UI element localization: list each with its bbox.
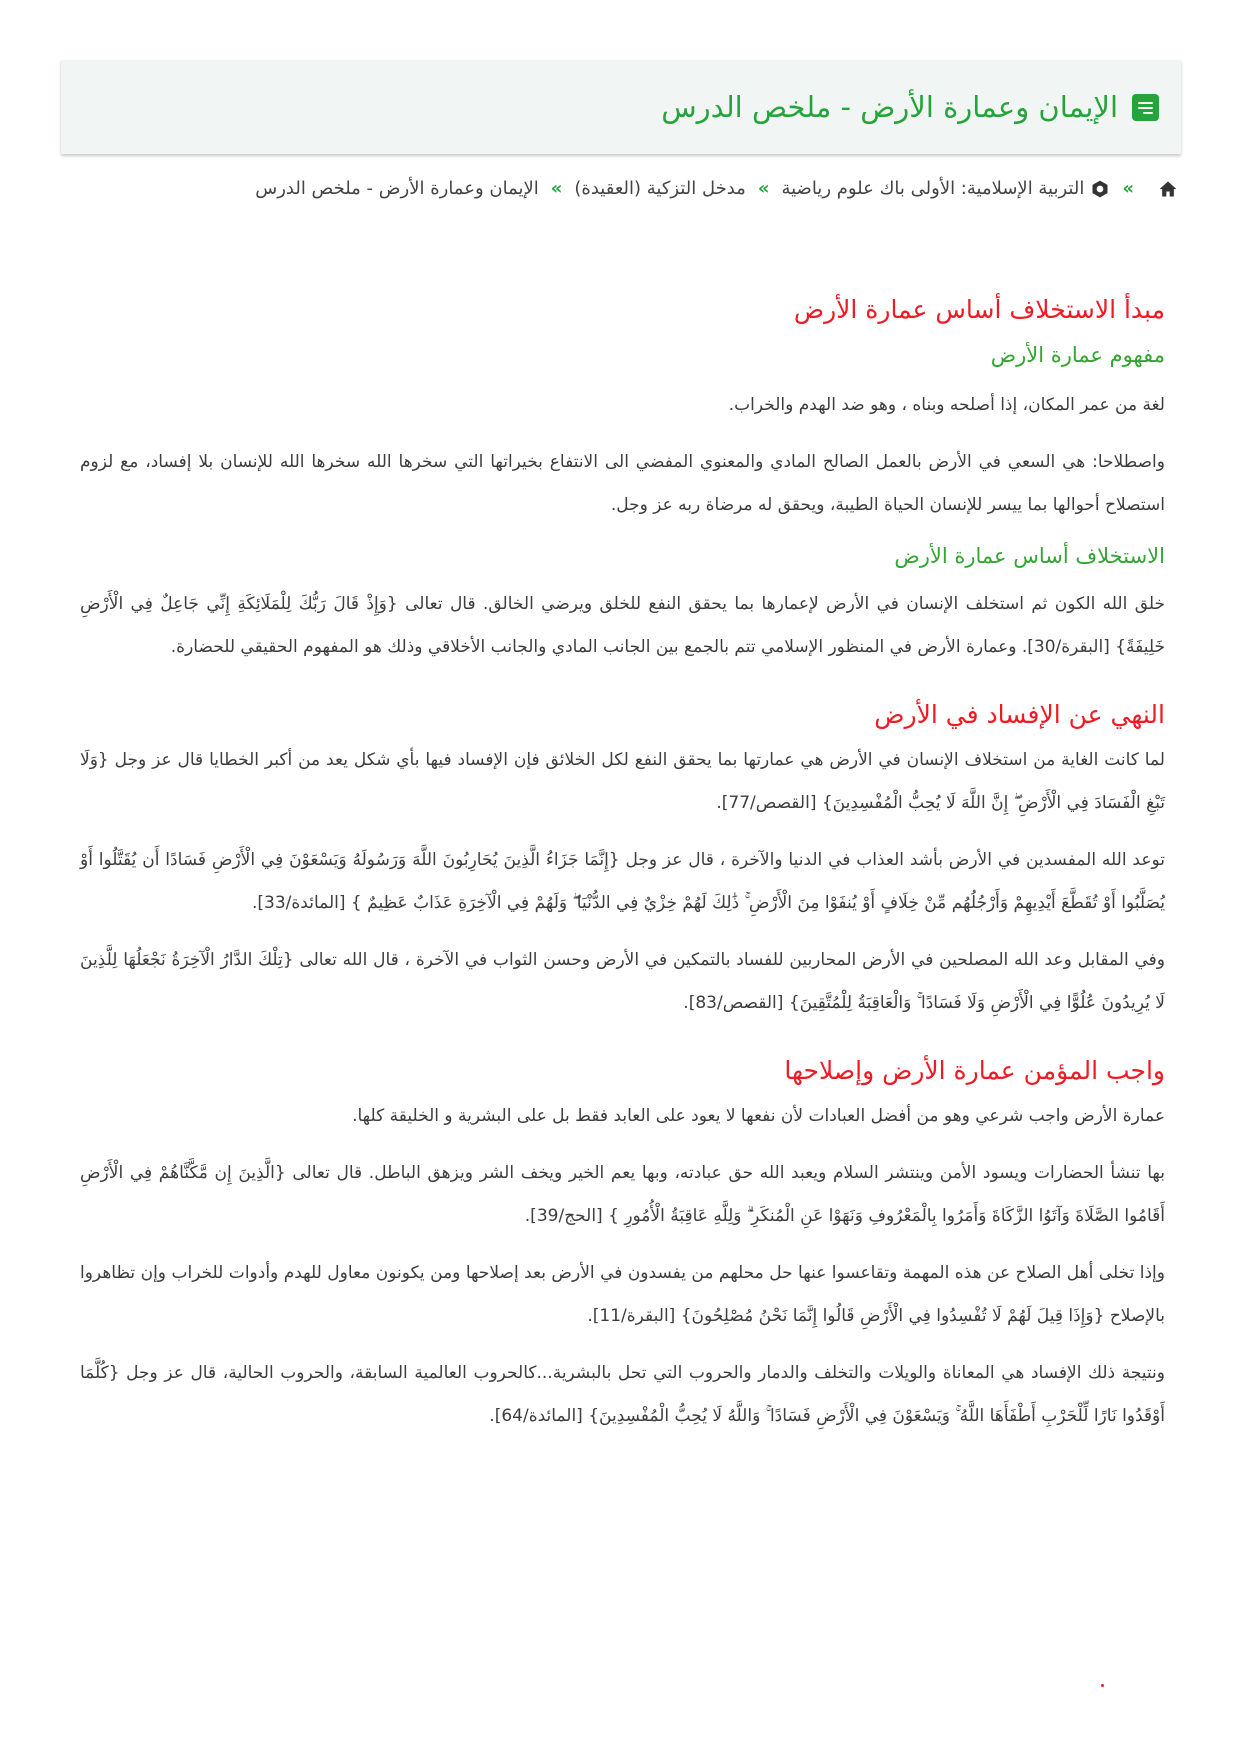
text-run: توعد الله المفسدين في الأرض بأشد العذاب في الدنيا والآخرة ، قال عز وجل {: [608, 850, 1165, 870]
subsection-heading: مفهوم عمارة الأرض: [990, 343, 1165, 367]
paragraph: واصطلاحا: هي السعي في الأرض بالعمل الصالح المادي والمعنوي المفضي الى الانتفاع بخيراتها التي سخرها الله سخرها الله للإنسان بلا إفساد، مع لزوم استصلاح أحوالها بما ييسر للإنسان الحياة الطيبة، ويحقق له مرضاة ربه عز وجل.: [80, 452, 1165, 515]
breadcrumb-separator: »: [1122, 178, 1134, 199]
home-icon[interactable]: [1158, 179, 1178, 199]
text-run: ونتيجة ذلك الإفساد هي المعاناة والويلات والتخلف والدمار والحروب التي تحل بالبشرية...كالحروب العالمية السابقة، والحروب الحالية، قال عز وجل {: [108, 1363, 1165, 1383]
quran-verse: إِنَّمَا جَزَاءُ الَّذِينَ يُحَارِبُونَ اللَّهَ وَرَسُولَهُ وَيَسْعَوْنَ فِي الْأَرْضِ فَسَادًا أَن يُقَتَّلُوا أَوْ يُصَلَّبُوا أَوْ تُقَطَّعَ أَيْدِيهِمْ وَأَرْجُلُهُم مِّنْ خِلَافٍ أَوْ يُنفَوْا مِنَ الْأَرْضِ ۚ ذَٰلِكَ لَهُمْ خِزْيٌ فِي الدُّنْيَا ۖ وَلَهُمْ فِي الْآخِرَةِ عَذَابٌ عَظِيمٌ: [80, 850, 1165, 913]
section-heading: مبدأ الاستخلاف أساس عمارة الأرض: [793, 295, 1165, 324]
paragraph: [80, 839, 1165, 925]
breadcrumb-current: الإيمان وعمارة الأرض - ملخص الدرس: [255, 178, 539, 199]
lesson-content: [80, 290, 1165, 1438]
text-run: وفي المقابل وعد الله المصلحين في الأرض المحاربين للفساد بالتمكين في الأرض وحسن الثواب في الآخرة ، قال الله تعالى {: [282, 950, 1165, 970]
quran-verse: الَّذِينَ إِن مَّكَّنَّاهُمْ فِي الْأَرْضِ أَقَامُوا الصَّلَاةَ وَآتَوُا الزَّكَاةَ وَأَمَرُوا بِالْمَعْرُوفِ وَنَهَوْا عَنِ الْمُنكَرِ ۗ وَلِلَّهِ عَاقِبَةُ الْأُمُورِ: [80, 1163, 1165, 1226]
text-run: لما كانت الغاية من استخلاف الإنسان في الأرض هي عمارتها بما يحقق النفع لكل الخلائق فإن الإفساد فيها بأي شكل يعد من أكبر الخطايا قال عز وجل {: [97, 750, 1165, 770]
paragraph: عمارة الأرض واجب شرعي وهو من أفضل العبادات لأن نفعها لا يعود على العابد فقط بل على البشرية و الخليقة كلها.: [352, 1106, 1165, 1126]
section-heading: النهي عن الإفساد في الأرض: [874, 700, 1165, 729]
paragraph: لغة من عمر المكان، إذا أصلحه وبناه ، وهو ضد الهدم والخراب.: [728, 395, 1165, 415]
page-title: الإيمان وعمارة الأرض - ملخص الدرس: [661, 90, 1118, 124]
paragraph: [80, 1152, 1165, 1238]
decorative-dot: [1101, 1684, 1104, 1687]
breadcrumb-separator: »: [550, 178, 563, 199]
quran-verse: كُلَّمَا أَوْقَدُوا نَارًا لِّلْحَرْبِ أَطْفَأَهَا اللَّهُ ۚ وَيَسْعَوْنَ فِي الْأَرْضِ فَسَادًا ۚ وَاللَّهُ لَا يُحِبُّ الْمُفْسِدِينَ: [80, 1363, 1165, 1426]
section-duty: [80, 1051, 1165, 1438]
page-header: [61, 60, 1181, 154]
document-icon: [1132, 94, 1159, 121]
quran-verse: تِلْكَ الدَّارُ الْآخِرَةُ نَجْعَلُهَا لِلَّذِينَ لَا يُرِيدُونَ عُلُوًّا فِي الْأَرْضِ وَلَا فَسَادًا ۚ وَالْعَاقِبَةُ لِلْمُتَّقِينَ: [80, 950, 1165, 1013]
paragraph: [80, 939, 1165, 1025]
subsection-heading: الاستخلاف أساس عمارة الأرض: [894, 544, 1165, 568]
section-heading: واجب المؤمن عمارة الأرض وإصلاحها: [784, 1056, 1165, 1085]
paragraph: [80, 583, 1165, 669]
quran-verse: وَلَا تَبْغِ الْفَسَادَ فِي الْأَرْضِ ۖ إِنَّ اللَّهَ لَا يُحِبُّ الْمُفْسِدِينَ: [80, 750, 1165, 813]
breadcrumb-link-course[interactable]: التربية الإسلامية: الأولى باك علوم رياضية: [781, 178, 1085, 199]
paragraph: [80, 1252, 1165, 1338]
course-icon: [1090, 179, 1110, 199]
quran-verse: وَإِذَا قِيلَ لَهُمْ لَا تُفْسِدُوا فِي الْأَرْضِ قَالُوا إِنَّمَا نَحْنُ مُصْلِحُونَ: [691, 1306, 1094, 1326]
quran-verse: وَإِذْ قَالَ رَبُّكَ لِلْمَلَائِكَةِ إِنِّي جَاعِلٌ فِي الْأَرْضِ خَلِيفَةً: [80, 594, 1165, 657]
text-run: } [الحج/39].: [524, 1206, 625, 1226]
text-run: خلق الله الكون ثم استخلف الإنسان في الأرض لإعمارها بما يحقق النفع للخلق ويرضي الخالق. قال تعالى {: [386, 594, 1166, 614]
text-run: بها تنشأ الحضارات ويسود الأمن وينتشر السلام ويعبد الله حق عبادته، وبها يعم الخير ويخف الشر ويزهق الباطل. قال تعالى {: [274, 1163, 1165, 1183]
paragraph: [80, 1352, 1165, 1438]
text-run: } [القصص/77].: [716, 793, 833, 813]
section-corruption: [80, 695, 1165, 1025]
text-run: } [المائدة/33].: [251, 893, 368, 913]
text-run: } [البقرة/30]. وعمارة الأرض في المنظور الإسلامي تتم بالجمع بين الجانب المادي والجانب الأخلاقي وذلك هو المفهوم الحقيقي للحضارة.: [170, 637, 1127, 657]
breadcrumb-separator: »: [757, 178, 770, 199]
text-run: وإذا تخلى أهل الصلاح عن هذه المهمة وتقاعسوا عنها حل محلهم من يفسدون في الأرض بعد إصلاحها ومن يكونون معاول للهدم وأدوات للخراب وإن تظاهروا بالإصلاح {: [80, 1263, 1165, 1326]
text-run: } [البقرة/11].: [587, 1306, 692, 1326]
section-istikhlaf: [80, 290, 1165, 669]
breadcrumb: [58, 178, 1178, 199]
breadcrumb-link-unit[interactable]: مدخل التزكية (العقيدة): [574, 178, 746, 199]
text-run: } [المائدة/64].: [489, 1406, 600, 1426]
paragraph: [80, 739, 1165, 825]
text-run: } [القصص/83].: [683, 993, 800, 1013]
